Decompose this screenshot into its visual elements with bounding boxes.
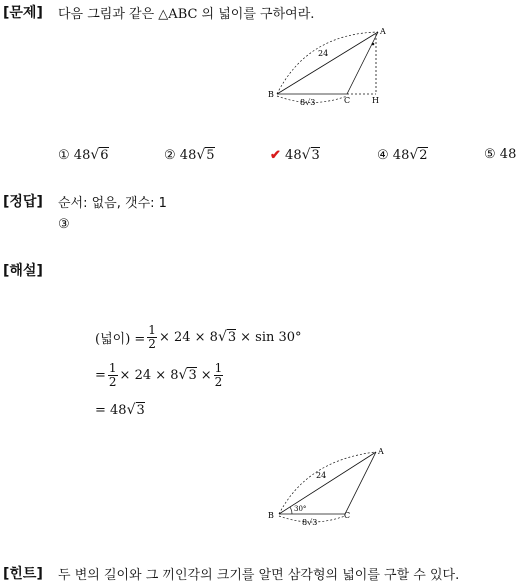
- solution-line-1: (넓이) = $\frac{1}{2}$ × 24 × 8 √ 3 × sin 30°: [95, 322, 302, 351]
- answer-value: ③: [58, 217, 70, 232]
- solution-figure: [262, 440, 392, 530]
- vertex-a-label: A: [380, 27, 386, 36]
- angle-arc: [290, 507, 292, 514]
- answer-label: [정답]: [3, 194, 43, 210]
- side-ab-label: 24: [318, 49, 329, 58]
- answer-meta: 순서: 없음, 갯수: 1: [58, 196, 167, 211]
- choice-2[interactable]: ② 48√5: [164, 147, 215, 163]
- vertex-dot: [372, 43, 375, 46]
- vertex-c-label: C: [344, 96, 351, 105]
- solution-label: [해설]: [3, 263, 43, 279]
- problem-text: 다음 그림과 같은 △ABC 의 넓이를 구하여라.: [58, 7, 315, 22]
- vertex-b-label: B: [268, 511, 274, 520]
- problem-figure: [262, 24, 392, 108]
- solution-line-3: = 48 √ 3: [95, 402, 145, 418]
- choice-5[interactable]: ⑤ 48: [484, 147, 517, 162]
- side-bc-label: 8√3: [300, 98, 316, 107]
- fraction-half: $\frac{1}{2}$: [108, 360, 117, 389]
- solution-line-2: = $\frac{1}{2}$ × 24 × 8 √ 3 × $\frac{1}{2}$: [95, 360, 223, 389]
- fraction-half: $\frac{1}{2}$: [214, 360, 223, 389]
- vertex-b-label: B: [268, 90, 274, 99]
- choice-3[interactable]: ✔ 48√3: [270, 147, 320, 163]
- check-icon: ✔: [270, 148, 281, 163]
- side-ab-label: 24: [316, 471, 327, 480]
- vertex-h-label: H: [372, 96, 379, 105]
- side-bc-label: 8√3: [302, 518, 318, 527]
- fraction-half: $\frac{1}{2}$: [148, 322, 156, 351]
- side-ac-line: [345, 452, 376, 514]
- choice-4[interactable]: ④ 48√2: [377, 147, 428, 163]
- vertex-c-label: C: [344, 511, 351, 520]
- hint-label: [힌트]: [3, 566, 43, 582]
- angle-label: 30°: [294, 505, 307, 513]
- hint-text: 두 변의 길이와 그 끼인각의 크기를 알면 삼각형의 넓이를 구할 수 있다.: [58, 568, 460, 583]
- choice-1[interactable]: ① 48√6: [58, 147, 109, 163]
- vertex-a-label: A: [378, 447, 384, 456]
- problem-label: [문제]: [3, 5, 43, 21]
